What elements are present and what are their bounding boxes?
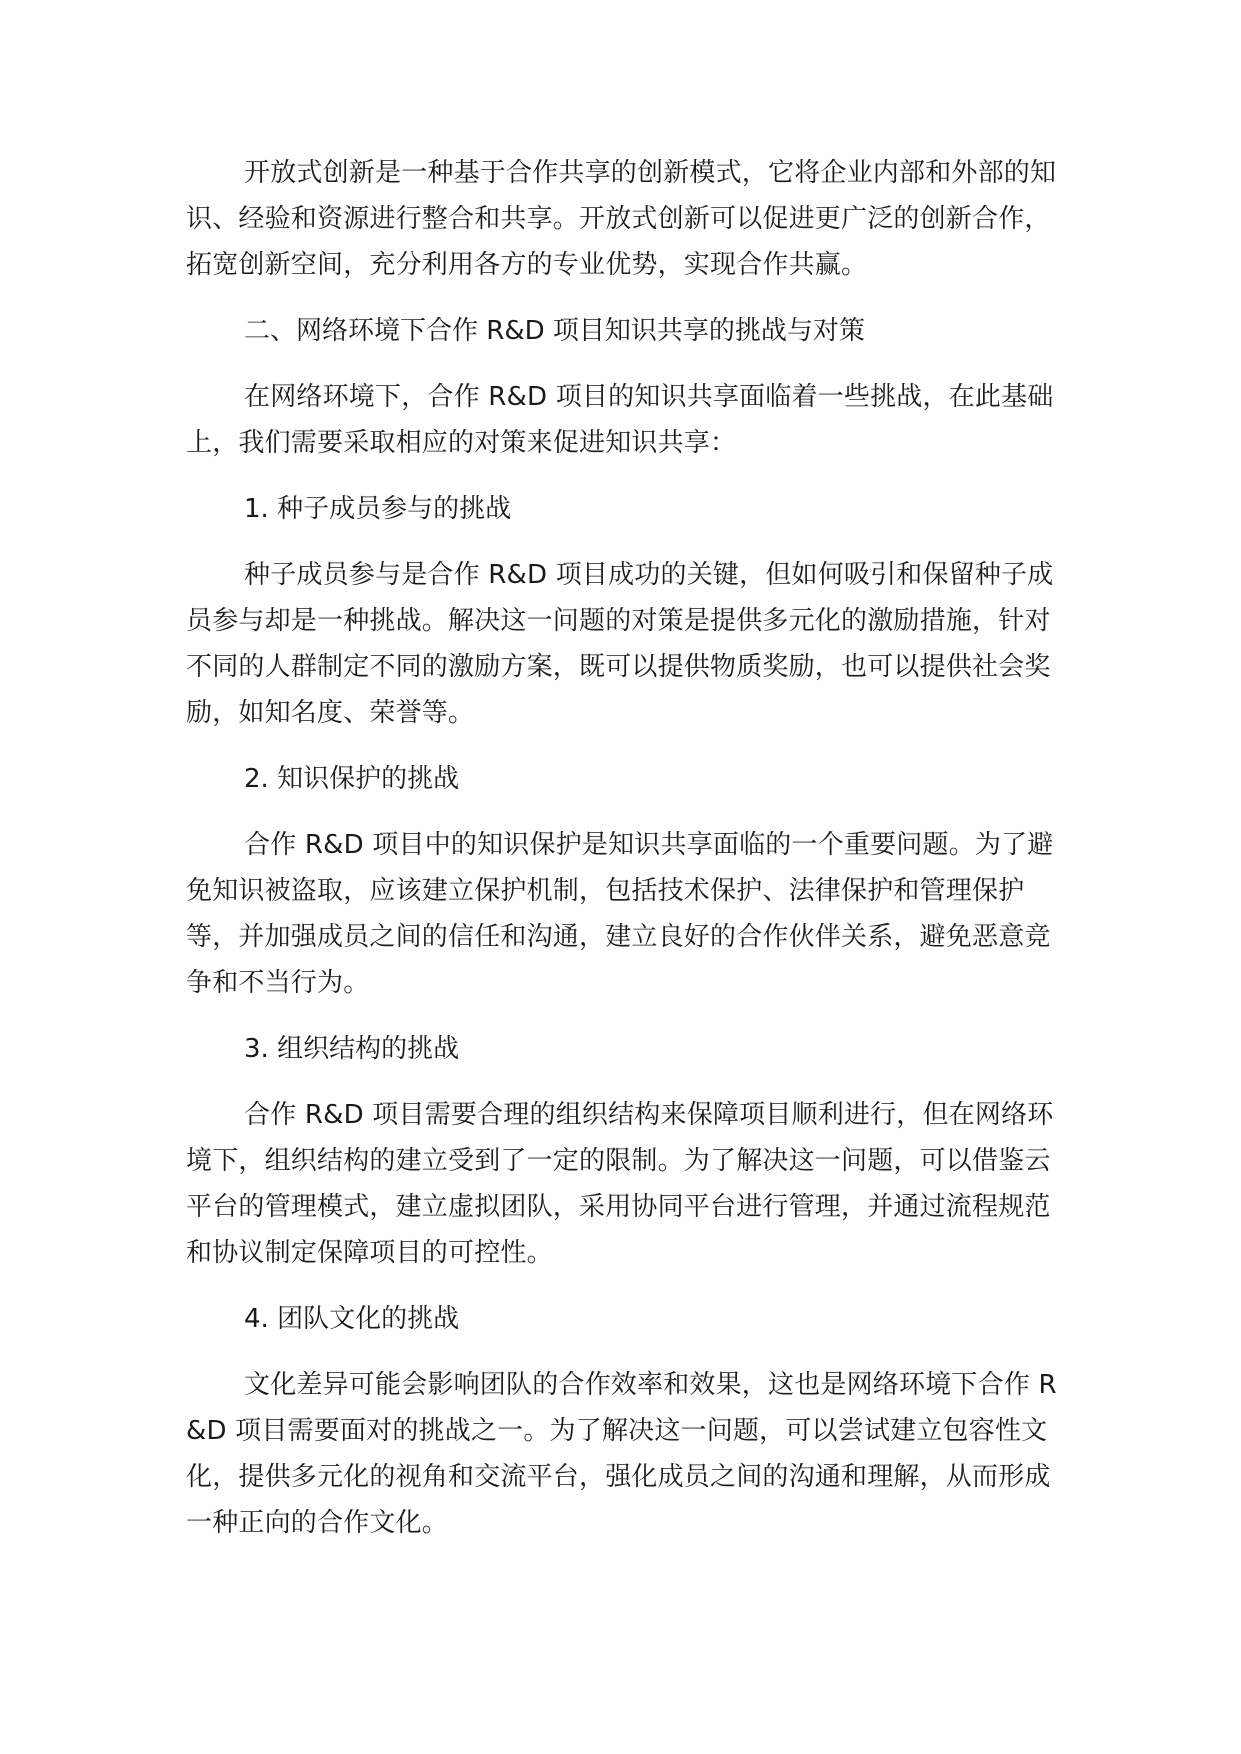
paragraph-intro: 在网络环境下，合作 R&D 项目的知识共享面临着一些挑战，在此基础上，我们需要采取相应的对策来促进知识共享： [186,382,1054,458]
subheading-knowledge-protection: 2. 知识保护的挑战 [244,764,460,794]
paragraph-org-structure: 合作 R&D 项目需要合理的组织结构来保障项目顺利进行，但在网络环境下，组织结构的建立受到了一定的限制。为了解决这一问题，可以借鉴云平台的管理模式，建立虚拟团队，采用协同平台进行管理，并通过流程规范和协议制定保障项目的可控性。 [186,1100,1054,1268]
paragraph-open-innovation: 开放式创新是一种基于合作共享的创新模式，它将企业内部和外部的知识、经验和资源进行整合和共享。开放式创新可以促进更广泛的创新合作，拓宽创新空间，充分利用各方的专业优势，实现合作共赢。 [186,158,1057,280]
paragraph-knowledge-protection: 合作 R&D 项目中的知识保护是知识共享面临的一个重要问题。为了避免知识被盗取，应该建立保护机制，包括技术保护、法律保护和管理保护等，并加强成员之间的信任和沟通，建立良好的合作伙伴关系，避免恶意竞争和不当行为。 [186,830,1054,998]
subheading-team-culture: 4. 团队文化的挑战 [244,1304,460,1334]
paragraph-seed-members: 种子成员参与是合作 R&D 项目成功的关键，但如何吸引和保留种子成员参与却是一种挑战。解决这一问题的对策是提供多元化的激励措施，针对不同的人群制定不同的激励方案，既可以提供物质奖励，也可以提供社会奖励，如知名度、荣誉等。 [186,560,1054,728]
subheading-org-structure: 3. 组织结构的挑战 [244,1034,460,1064]
document-body [186,150,1076,1546]
subheading-seed-members: 1. 种子成员参与的挑战 [244,494,512,524]
paragraph-team-culture: 文化差异可能会影响团队的合作效率和效果，这也是网络环境下合作 R&D 项目需要面对的挑战之一。为了解决这一问题，可以尝试建立包容性文化，提供多元化的视角和交流平台，强化成员之间的沟通和理解，从而形成一种正向的合作文化。 [186,1370,1057,1538]
section-heading-challenges: 二、网络环境下合作 R&D 项目知识共享的挑战与对策 [244,316,865,346]
